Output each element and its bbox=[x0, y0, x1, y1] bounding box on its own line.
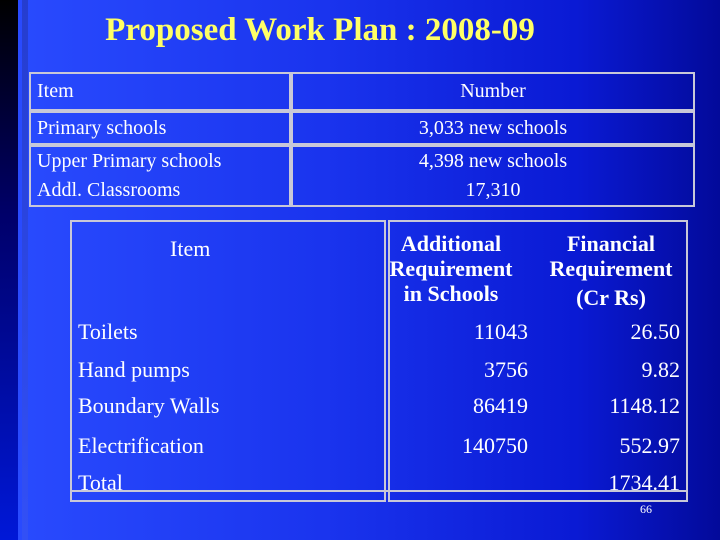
work-plan-table bbox=[29, 72, 695, 207]
table-row bbox=[29, 176, 695, 207]
row-financial: 1148.12 bbox=[609, 393, 680, 418]
row-item: Boundary Walls bbox=[78, 393, 220, 418]
row-financial: 26.50 bbox=[630, 319, 680, 344]
header-additional-requirement bbox=[388, 231, 514, 306]
row-additional: 140750 bbox=[462, 433, 528, 458]
table-row bbox=[78, 470, 688, 500]
table-row bbox=[78, 433, 688, 463]
row-item: Toilets bbox=[78, 319, 138, 344]
row-item: Total bbox=[78, 470, 123, 495]
row-item: Hand pumps bbox=[78, 357, 190, 382]
header-financial-line: Financial bbox=[566, 231, 655, 256]
table-header-row bbox=[29, 72, 695, 111]
table-row bbox=[78, 357, 688, 387]
header-number: Number bbox=[291, 72, 695, 111]
row-financial: 9.82 bbox=[641, 357, 680, 382]
header-item: Item bbox=[29, 72, 291, 111]
header-financial-line: (Cr Rs) bbox=[576, 285, 646, 310]
left-decor-stripe bbox=[0, 0, 18, 540]
header-additional-line: Additional bbox=[400, 231, 502, 256]
row-financial: 552.97 bbox=[619, 433, 680, 458]
row-additional: 86419 bbox=[473, 393, 528, 418]
requirement-table bbox=[70, 220, 690, 500]
page-number: 66 bbox=[640, 502, 652, 516]
left-decor-stripe-thin bbox=[22, 0, 28, 540]
row-item: Electrification bbox=[78, 433, 204, 458]
header-financial-line: Requirement bbox=[549, 256, 673, 281]
row-number: 3,033 new schools bbox=[291, 111, 695, 145]
row-item: Upper Primary schools bbox=[29, 145, 291, 176]
row-additional: 11043 bbox=[473, 319, 528, 344]
header-item: Item bbox=[170, 236, 211, 261]
header-additional-line: in Schools bbox=[403, 281, 499, 306]
table-row bbox=[29, 111, 695, 145]
slide-title: Proposed Work Plan : 2008-09 bbox=[105, 12, 535, 48]
row-number: 17,310 bbox=[291, 176, 695, 207]
row-item: Addl. Classrooms bbox=[29, 176, 291, 207]
header-additional-line: Requirement bbox=[389, 256, 513, 281]
table-row bbox=[29, 145, 695, 176]
row-additional: 3756 bbox=[484, 357, 528, 382]
table-row bbox=[78, 393, 688, 423]
row-number: 4,398 new schools bbox=[291, 145, 695, 176]
header-financial-requirement bbox=[540, 231, 682, 310]
row-item: Primary schools bbox=[29, 111, 291, 145]
row-financial: 1734.41 bbox=[608, 470, 680, 495]
table-row bbox=[78, 319, 688, 349]
